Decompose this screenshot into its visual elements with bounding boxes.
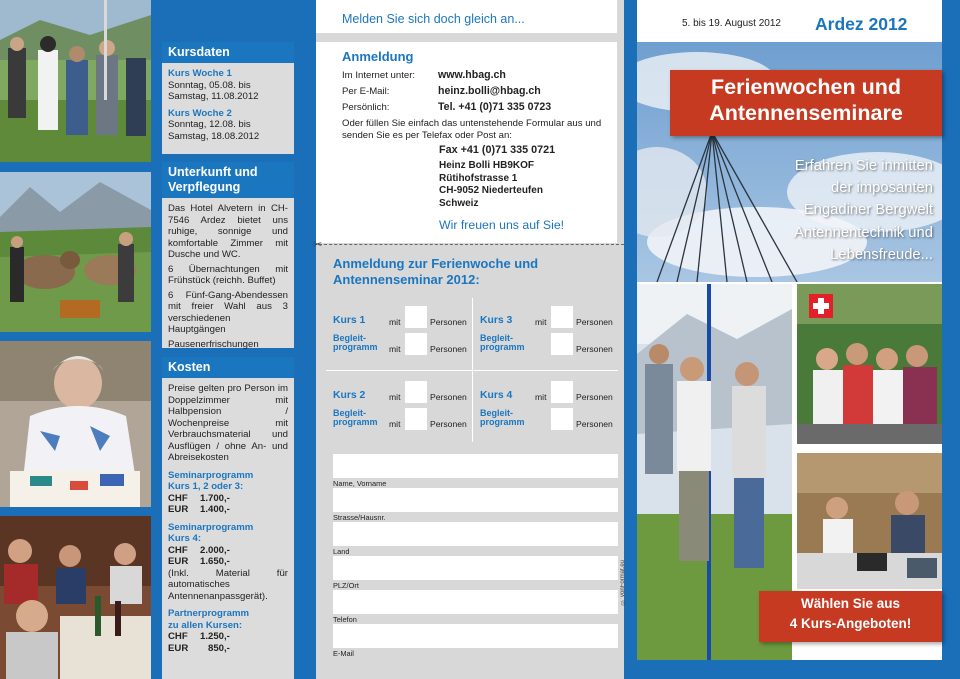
kurs-woche-2-start: Sonntag, 12.08. bis (168, 119, 251, 130)
mit-label: mit (389, 344, 401, 354)
seminar-1-title-line-1: Seminarprogramm (168, 469, 254, 481)
hotel-description: Das Hotel Alvetern in CH-7546 Ardez bietet uns ruhige, sonnige und komfortable Zimmer mit Dusche und WC. (168, 203, 288, 260)
course-4-persons-input[interactable] (551, 381, 573, 403)
companion-label-line-1: Begleit- (480, 333, 514, 343)
persons-label: Personen (430, 317, 467, 327)
tagline-line-5: Lebensfreude... (830, 246, 933, 263)
course-3-companion-input[interactable] (551, 333, 573, 355)
contact-label: Im Internet unter: (342, 69, 416, 81)
unterkunft-title-line-2: Verpflegung (168, 180, 241, 194)
price-value: 2.000,- (200, 544, 230, 556)
photo-group-swiss-flag (797, 284, 942, 444)
unterkunft-title (162, 162, 294, 198)
design-credit: © vonFormat.eu (620, 560, 626, 605)
country-field[interactable] (333, 522, 618, 546)
anmeldung-title: Anmeldung (342, 49, 414, 64)
melden-banner: Melden Sie sich doch gleich an... (316, 0, 617, 33)
dinner-info: 6 Fünf-Gang-Abendessen mit freier Wahl aus 3 verschiedenen Hauptgängen (168, 289, 288, 335)
course-2-persons-input[interactable] (405, 381, 427, 403)
registration-title-line-1: Anmeldung zur Ferienwoche und (333, 256, 539, 271)
course-cell-2 (326, 370, 472, 442)
course-cell-1 (326, 298, 472, 370)
course-2-companion-label (333, 409, 378, 428)
email-field-label: E-Mail (333, 649, 354, 658)
street-field-label: Strasse/Hausnr. (333, 513, 386, 522)
tagline (713, 155, 933, 266)
seminar-1-price-eur (168, 504, 288, 516)
address-line-4: Schweiz (439, 197, 479, 209)
mit-label: mit (389, 419, 401, 429)
seminar-2-note: (Inkl. Material für automatisches Antennenanpassgerät). (168, 567, 288, 602)
partner-price-chf (168, 631, 288, 643)
mit-label: mit (535, 317, 547, 327)
price-value: 850,- (208, 642, 230, 654)
companion-label-line-1: Begleit- (333, 408, 367, 418)
partner-title-line-2: zu allen Kursen: (168, 619, 243, 631)
tagline-line-2: der imposanten (831, 180, 933, 197)
course-3-persons-input[interactable] (551, 306, 573, 328)
unterkunft-title-line-1: Unterkunft und (168, 165, 258, 179)
contact-email (342, 83, 617, 99)
persons-label: Personen (576, 344, 613, 354)
main-title-box (670, 70, 942, 136)
kurs-woche-1-end: Samstag, 11.08.2012 (168, 91, 259, 102)
kursdaten-title: Kursdaten (162, 42, 294, 63)
course-1-label: Kurs 1 (333, 315, 366, 326)
persons-label: Personen (576, 419, 613, 429)
overnight-info: 6 Übernachtungen mit Frühstück (reichh. Buffet) (168, 263, 288, 286)
course-3-companion-label (480, 334, 525, 353)
persons-label: Personen (576, 317, 613, 327)
course-1-companion-input[interactable] (405, 333, 427, 355)
contact-internet (342, 67, 617, 83)
kosten-intro: Preise gelten pro Person im Doppelzimmer mit Halbpension / Wochenpreise mit Verbrauchsmaterial und Ausflügen / ohne An- und Abreisekosten (168, 383, 288, 463)
seminar-2-title-line-1: Seminarprogramm (168, 521, 254, 533)
seminar-1-title (168, 470, 288, 493)
price-value: 1.650,- (200, 556, 230, 567)
course-2-companion-input[interactable] (405, 408, 427, 430)
companion-label-line-2: programm (333, 342, 378, 353)
registration-title (333, 256, 613, 289)
website-link[interactable]: www.hbag.ch (438, 69, 506, 81)
companion-label-line-1: Begleit- (480, 408, 514, 418)
seminar-1-price-chf (168, 493, 288, 505)
kursdaten-panel (162, 42, 294, 154)
course-cell-3 (472, 298, 618, 370)
partner-title (168, 608, 288, 631)
currency-label: EUR (168, 642, 189, 654)
tagline-line-3: Engadiner Bergwelt (803, 202, 933, 219)
form-intro: Oder füllen Sie einfach das untenstehende Formular aus und senden Sie es per Telefax oder Post an: (342, 118, 602, 141)
photo-cows-alp (0, 172, 151, 332)
seminar-2-title (168, 522, 288, 545)
course-4-companion-label (480, 409, 525, 428)
currency-label: CHF (168, 544, 188, 556)
currency-label: EUR (168, 504, 189, 515)
partner-price-eur (168, 643, 288, 655)
ardez-title: Ardez 2012 (815, 14, 908, 34)
seminar-2-title-line-2: Kurs 4: (168, 533, 202, 544)
kurs-woche-1-start: Sonntag, 05.08. bis (168, 79, 251, 91)
partner-title-line-1: Partnerprogramm (168, 608, 250, 619)
companion-label-line-2: programm (333, 417, 378, 428)
course-2-label: Kurs 2 (333, 390, 366, 401)
welcome-message: Wir freuen uns auf Sie! (439, 218, 565, 233)
name-field[interactable] (333, 454, 618, 478)
main-title-line-2: Antennenseminare (709, 101, 903, 126)
kosten-title: Kosten (162, 357, 294, 378)
price-value: 1.400,- (200, 504, 230, 515)
cut-line (314, 244, 624, 245)
registration-title-line-2: Antennenseminar 2012: (333, 272, 480, 288)
kurs-woche-2-end: Samstag, 18.08.2012 (168, 130, 260, 142)
breaks-info: Pausenerfrischungen (168, 338, 259, 350)
main-title-line-1: Ferienwochen und (711, 75, 901, 99)
companion-label-line-2: programm (480, 417, 525, 428)
course-selection-grid (326, 298, 618, 443)
photo-antenna-group-meadow (0, 0, 151, 162)
course-1-persons-input[interactable] (405, 306, 427, 328)
address-line-3: CH-9052 Niederteufen (439, 185, 543, 197)
contact-phone (342, 99, 617, 115)
companion-label-line-1: Begleit- (333, 333, 367, 343)
course-offers-line-1: Wählen Sie aus (800, 596, 901, 611)
kurs-woche-2-title: Kurs Woche 2 (168, 107, 232, 119)
tagline-line-1: Erfahren Sie inmitten (794, 158, 933, 174)
contact-label: Persönlich: (342, 101, 390, 113)
course-4-label: Kurs 4 (480, 390, 513, 401)
phone-field[interactable] (333, 590, 618, 614)
persons-label: Personen (430, 344, 467, 354)
course-3-label: Kurs 3 (480, 315, 513, 326)
scissors-icon: ✂ (313, 239, 323, 251)
contact-label: Per E-Mail: (342, 85, 390, 97)
course-offers-line-2: 4 Kurs-Angeboten! (789, 615, 912, 631)
price-value: 1.700,- (200, 492, 230, 504)
mit-label: mit (389, 317, 401, 327)
country-field-label: Land (333, 547, 350, 556)
course-4-companion-input[interactable] (551, 408, 573, 430)
price-value: 1.250,- (200, 631, 230, 642)
zip-city-field-label: PLZ/Ort (333, 581, 359, 590)
address-line-1: Heinz Bolli HB9KOF (439, 160, 535, 172)
kosten-panel (162, 357, 294, 679)
companion-label-line-2: programm (480, 342, 525, 353)
seminar-1-title-line-2: Kurs 1, 2 oder 3: (168, 481, 244, 492)
unterkunft-panel (162, 162, 294, 348)
email-link[interactable]: heinz.bolli@hbag.ch (438, 85, 541, 97)
currency-label: CHF (168, 492, 188, 504)
anmeldung-contact-box (316, 42, 617, 243)
cover-header (637, 8, 942, 42)
photo-dinner-table (0, 516, 151, 679)
currency-label: CHF (168, 631, 188, 642)
phone-field-label: Telefon (333, 615, 357, 624)
street-field[interactable] (333, 488, 618, 512)
event-dates: 5. bis 19. August 2012 (682, 18, 781, 29)
zip-city-field[interactable] (333, 556, 618, 580)
kurs-woche-1-title: Kurs Woche 1 (168, 68, 232, 79)
persons-label: Personen (430, 419, 467, 429)
email-field[interactable] (333, 624, 618, 648)
photo-workshop-room (797, 453, 942, 589)
seminar-2-price-chf (168, 545, 288, 557)
phone-number: Tel. +41 (0)71 335 0723 (438, 101, 552, 113)
course-1-companion-label (333, 334, 378, 353)
persons-label: Personen (430, 392, 467, 402)
seminar-2-price-eur (168, 556, 288, 568)
address-line-2: Rütihofstrasse 1 (439, 172, 518, 184)
name-field-label: Name, Vorname (333, 479, 387, 488)
mit-label: mit (535, 392, 547, 402)
course-cell-4 (472, 370, 618, 442)
currency-label: EUR (168, 556, 189, 567)
course-offers-banner (759, 591, 942, 642)
fax-number: Fax +41 (0)71 335 0721 (439, 143, 556, 156)
postal-address (439, 144, 617, 210)
mit-label: mit (389, 392, 401, 402)
photo-woman-painting (0, 341, 151, 507)
persons-label: Personen (576, 392, 613, 402)
tagline-line-4: Antennentechnik und (793, 224, 933, 241)
